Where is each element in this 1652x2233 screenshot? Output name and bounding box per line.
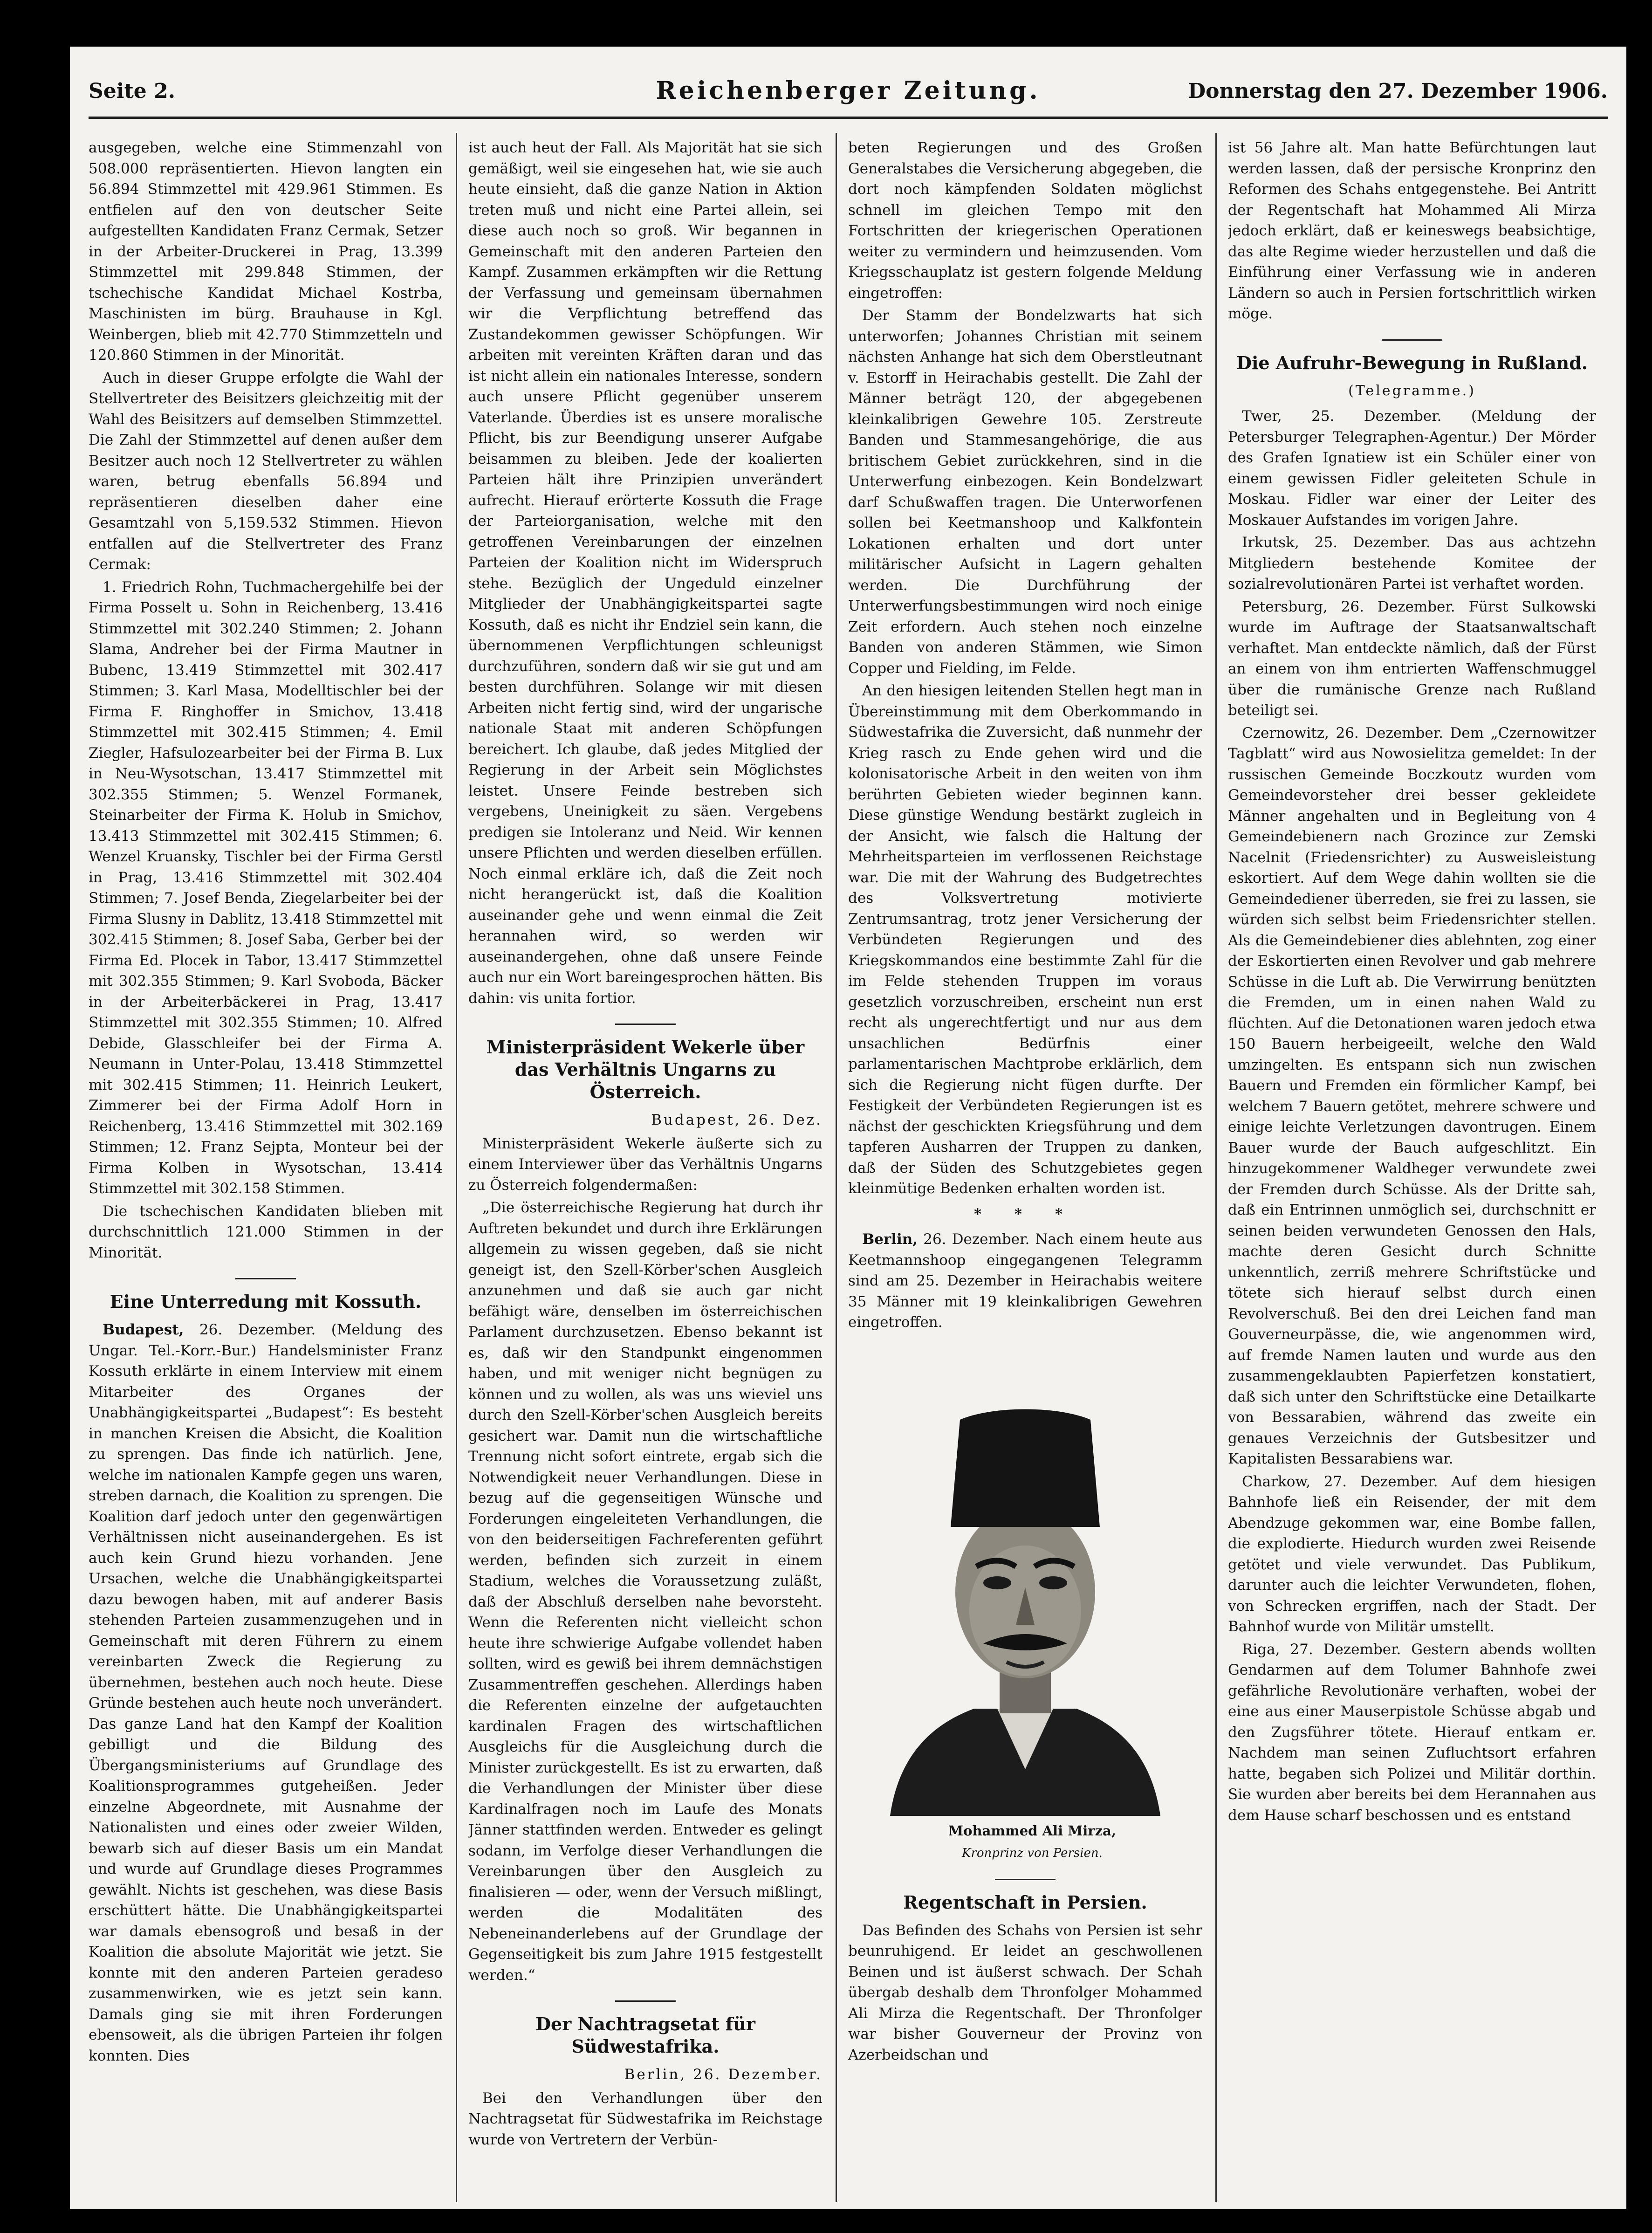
article-separator bbox=[615, 1024, 676, 1025]
article-title: Die Aufruhr-Bewegung in Rußland. bbox=[1236, 352, 1588, 373]
portrait-caption: Mohammed Ali Mirza, bbox=[948, 1822, 1116, 1839]
paragraph: Auch in dieser Gruppe erfolgte die Wahl der Stellvertreter des Beisitzers gleichzeitig mit der Wahl des Beisitzers auf demselben Stimmzettel. Die Zahl der Stimmzettel auf denen außer dem Besitzer auch noch 12 Stellvertreter zu wählen waren, betrug ebenfalls 56.894 und repräsentieren dieselben daher eine Gesamtzahl von 5,159.532 Stimmen. Hievon entfallen auf die Stellvertreter des Franz Cermak: bbox=[89, 369, 443, 573]
article-separator bbox=[615, 2000, 676, 2002]
issue-date: Donnerstag den 27. Dezember 1906. bbox=[1187, 79, 1608, 103]
paragraph: 1. Friedrich Rohn, Tuchmachergehilfe bei der Firma Posselt u. Sohn in Reichenberg, 13.416 Stimmzettel mit 302.240 Stimmen; 2. Johann Slama, Andreher bei der Firma Mautner in Bubenc, 13.419 Stimmzettel mit 302.417 Stimmen; 3. Karl Masa, Modelltischler bei der Firma F. Ringhoffer in Smichov, 13.418 Stimmzettel mit 302.415 Stimmen; 4. Emil Ziegler, Hafsulozearbeiter bei der Firma B. Lux in Neu-Wysotschan, 13.417 Stimmzettel mit 302.355 Stimmen; 5. Wenzel Formanek, Steinarbeiter der Firma K. Holub in Smichov, 13.413 Stimmzettel mit 302.415 Stimmen; 6. Wenzel Kruansky, Tischler bei der Firma Gerstl in Prag, 13.416 Stimmzettel mit 302.404 Stimmen; 7. Josef Benda, Ziegelarbeiter bei der Firma Slusny in Dablitz, 13.418 Stimmzettel mit 302.415 Stimmen; 8. Josef Saba, Gerber bei der Firma Ed. Plocek in Tabor, 13.417 Stimmzettel mit 302.355 Stimmen; 9. Karl Svoboda, Bäcker in der Arbeiterbäckerei in Prag, 13.417 Stimmzettel mit 302.355 Stimmen; 10. Alfred Debide, Glasschleifer bei der Firma A. Neumann in Unter-Polau, 13.418 Stimmzettel mit 302.415 Stimmen; 11. Heinrich Leukert, Zimmerer bei der Firma Adolf Horn in Reichenberg, 13.416 Stimmzettel mit 302.169 Stimmen; 12. Franz Sejpta, Monteur bei der Firma Kolben in Wysotschan, 13.414 Stimmzettel mit 302.158 Stimmen. bbox=[89, 578, 443, 1197]
paragraph: Der Stamm der Bondelzwarts hat sich unterworfen; Johannes Christian mit seinem nächsten Anhange hat sich dem Oberstleutnant v. Estorff in Heirachabis gestellt. Die Zahl der Männer beträgt 120, der abgegebenen kleinkalibrigen Gewehre 105. Zerstreute Banden und Stammesangehörige, die aus britischem Gebiet zurückkehren, sind in die Unterwerfung einbezogen. Kein Bondelzwart darf Schußwaffen tragen. Die Unterworfenen sollen bei Keetmanshoop und Kalkfontein Lokationen erhalten und dort unter militärischer Aufsicht in Lagern gehalten werden. Die Durchführung der Unterwerfungsbestimmungen wird noch einige Zeit erfordern. Auch stehen noch einzelne Banden von anderen Stämmen, wie Simon Copper und Fielding, im Felde. bbox=[848, 307, 1202, 677]
paragraph: Bei den Verhandlungen über den Nachtragsetat für Südwestafrika im Reichstage wurde von Vertretern der Verbün- bbox=[468, 2089, 823, 2148]
paragraph: 26. Dezember. (Meldung des Ungar. Tel.-Korr.-Bur.) Handelsminister Franz Kossuth erklärte in einem Interview mit einem Mitarbeiter des Organes der Unabhängigkeitspartei „Budapest“: Es besteht in manchen Kreisen die Absicht, die Koalition zu sprengen. Das finde ich natürlich. Jene, welche im nationalen Kampfe gegen uns waren, streben darnach, die Koalition zu sprengen. Die Koalition darf jedoch unter den gegenwärtigen Verhältnissen nicht auseinandergehen. Es ist auch kein Grund hiezu vorhanden. Jene Ursachen, welche die Unabhängigkeitspartei dazu bewogen haben, mit auf anderer Basis stehenden Parteien zusammenzugehen und in Gemeinschaft mit deren Führern zu einem vereinbarten Zweck die Regierung zu übernehmen, bestehen auch noch heute. Diese Gründe bestehen auch heute noch unverändert. Das ganze Land hat den Kampf der Koalition gebilligt und die Bildung des Übergangsministeriums auf Grundlage des Koalitionsprogrammes gutgeheißen. Jeder einzelne Abgeordnete, mit Ausnahme der Nationalisten und eines oder zweier Wilden, bewarb sich auf dieser Basis um ein Mandat und wurde auf Grundlage dieses Programmes gewählt. Nichts ist geschehen, was diese Basis erschüttert hätte. Die Unabhängigkeitspartei war damals ebensogroß und besaß in der Koalition die absolute Majorität wie jetzt. Sie konnte mit den anderen Parteien geradeso zusammenwirken, wie es jetzt sein kann. Damals ging sie mit ihren Forderungen ebensoweit, als die übrigen Parteien ihr folgen konnten. Dies bbox=[89, 1321, 443, 2064]
portrait-illustration bbox=[881, 1350, 1170, 1816]
paragraph: Petersburg, 26. Dezember. Fürst Sulkowski wurde im Auftrage der Staatsanwaltschaft verhaftet. Man entdeckte nämlich, daß der Fürst an einem von ihm entrierten Waffenschmuggel über die rumänische Grenze nach Rußland beteiligt sei. bbox=[1228, 598, 1596, 719]
newspaper-page bbox=[70, 47, 1626, 2209]
dateline-place: Berlin, bbox=[862, 1231, 918, 1248]
paragraph: Riga, 27. Dezember. Gestern abends wollten Gendarmen auf dem Tolumer Bahnhofe zwei gefährliche Revolutionäre verhaften, wobei der eine aus einer Mauserpistole Schüsse abgab und den Zugsführer tötete. Hierauf entkam er. Nachdem man seinen Zufluchtsort erfahren hatte, begaben sich Polizei und Militär dorthin. Sie wurden aber bereits bei dem Herannahen aus dem Hause scharf beschossen und es entstand bbox=[1228, 1641, 1596, 1824]
dateline: Berlin, 26. Dezember. bbox=[624, 2066, 823, 2083]
article-title: Eine Unterredung mit Kossuth. bbox=[110, 1291, 422, 1312]
paragraph: beten Regierungen und des Großen Generalstabes die Versicherung abgegeben, die dort noch kämpfenden Soldaten möglichst schnell im gleichen Tempo mit den Fortschritten der kriegerischen Operationen weiter zu vermindern und heimzusenden. Vom Kriegsschauplatz ist gestern folgende Meldung eingetroffen: bbox=[848, 139, 1202, 302]
masthead bbox=[89, 65, 1608, 126]
column-4 bbox=[1228, 137, 1596, 2198]
paragraph: Charkow, 27. Dezember. Auf dem hiesigen Bahnhofe ließ ein Reisender, der mit dem Abendzuge gekommen war, eine Bombe fallen, die explodierte. Hiedurch wurden zwei Reisende getötet und viele verwundet. Das Publikum, darunter auch die leichter Verwundeten, flohen, von Schrecken ergriffen, nach der Stadt. Der Bahnhof wurde von Militär umstellt. bbox=[1228, 1473, 1596, 1635]
masthead-rule bbox=[89, 117, 1608, 119]
column-2 bbox=[468, 137, 823, 2198]
column-1 bbox=[89, 137, 443, 2198]
paragraph: 26. Dezember. Nach einem heute aus Keetmannshoop eingegangenen Telegramm sind am 25. Dezember in Heirachabis weitere 35 Männer mit 19 kleinkalibrigen Gewehren eingetroffen. bbox=[848, 1231, 1202, 1331]
column-divider bbox=[456, 133, 457, 2202]
article-title: Der Nachtragsetat für Südwestafrika. bbox=[535, 2013, 755, 2057]
dateline-place: Budapest, bbox=[103, 1321, 184, 1338]
portrait-eye-right bbox=[1039, 1576, 1067, 1589]
article-title: Ministerpräsident Wekerle über das Verhältnis Ungarns zu Österreich. bbox=[486, 1037, 805, 1102]
paragraph: ist 56 Jahre alt. Man hatte Befürchtungen laut werden lassen, daß der persische Kronprinz den Reformen des Schahs entgegenstehe. Bei Antritt der Regentschaft hat Mohammed Ali Mirza jedoch erklärt, daß er keineswegs beabsichtige, das alte Regime wieder herzustellen und daß die Einführung einer Verfassung wie in anderen Ländern so auch in Persien fortschrittlich wirken möge. bbox=[1228, 139, 1596, 322]
column-divider bbox=[836, 133, 837, 2202]
paragraph: Czernowitz, 26. Dezember. Dem „Czernowitzer Tagblatt“ wird aus Nowosielitza gemeldet: In der russischen Gemeinde Boczkoutz wurden vom Gemeindevorsteher drei besser gekleidete Männer angehalten und in Begleitung von 4 Gemeindebienern nach Grozince zur Zemski Nacelnit (Friedensrichter) zu Ausweisleistung eskortiert. Auf dem Wege dahin wollten sie die Gemeindediener überreden, sie frei zu lassen, sie würden sich selbst beim Friedensrichter stellen. Als die Gemeindebiener dies ablehnten, zog einer der Eskortierten einen Revolver und gab mehrere Schüsse in die Luft ab. Die Verwirrung benützten die Fremden, um in einen nahen Wald zu flüchten. Auf die Detonationen waren jedoch etwa 150 Bauern herbeigeeilt, welche den Wald umzingelten. Es entspann sich nun zwischen Bauern und Fremden ein förmlicher Kampf, bei welchem 7 Bauern getötet, mehrere schwere und einige leichte Verletzungen davontrugen. Einem Bauer wurde der Bauch aufgeschlitzt. Ein hinzugekommener Waldheger verwundete zwei der Fremden durch Schüsse. Als der Dritte sah, daß ein Entrinnen unmöglich sei, durchschnitt er seinen beiden verwundeten Genossen den Hals, machte deren Gesicht durch Schnitte unkenntlich, zerriß mehrere Schriftstücke und tötete sich hierauf selbst durch einen Revolverschuß. Bei den drei Leichen fand man Gouverneurpässe, die, wie angenommen wird, auf fremde Namen lauten und wurde aus den zusammengeklaubten Papierfetzen konstatiert, daß sich unter den Schriftstücke eine Detailkarte von Bessarabien, während das zweite ein genaues Verzeichnis der Gutsbesitzer und Kapitalisten Bessarabiens war. bbox=[1228, 724, 1596, 1467]
paragraph: Das Befinden des Schahs von Persien ist sehr beunruhigend. Er leidet an geschwollenen Beinen und ist äußerst schwach. Der Schah übergab deshalb dem Thronfolger Mohammed Ali Mirza die Regentschaft. Der Thronfolger war bisher Gouverneur der Provinz von Azerbeidschan und bbox=[848, 1922, 1202, 2063]
paragraph: An den hiesigen leitenden Stellen hegt man in Übereinstimmung mit dem Oberkommando in Südwestafrika die Zuversicht, daß nunmehr der Krieg rasch zu Ende gehen wird und die kolonisatorische Arbeit in den weiten von ihm berührten Gebieten wieder beginnen kann. Diese günstige Wendung bestärkt zugleich in der Ansicht, wie falsch die Haltung der Mehrheitsparteien im verflossenen Reichstage war. Die mit der Wahrung des Budgetrechtes des Volksvertretung motivierte Zentrumsantrag, trotz jener Versicherung der Verbündeten Regierungen und des Kriegskommandos eine bestimmte Zahl für die im Felde stehenden Truppen im voraus gesetzlich vorzuschreiben, erscheint nun erst recht als ungerechtfertigt und nur aus dem unsachlichen Bedürfnis einer parlamentarischen Machtprobe erklärlich, dem sich die Regierung nicht fügen durfte. Der Festigkeit der Verbündeten Regierungen ist es nächst der geschickten Kriegsführung und dem tapferen Ausharren der Truppen zu danken, daß der Süden des Schutzgebietes gegen kleinmütige Bedenken erhalten worden ist. bbox=[848, 682, 1202, 1197]
paragraph: Twer, 25. Dezember. (Meldung der Petersburger Telegraphen-Agentur.) Der Mörder des Grafen Ignatiew ist ein Schüler einer von einem gewissen Fidler geleiteten Schule in Moskau. Fidler war einer der Leiter des Moskauer Aufstandes im vorigen Jahre. bbox=[1228, 408, 1596, 529]
portrait-fez bbox=[951, 1409, 1100, 1527]
paragraph: ist auch heut der Fall. Als Majorität hat sie sich gemäßigt, weil sie eingesehen hat, wie sie auch heute einsieht, daß die ganze Nation in Aktion treten muß und nicht eine Partei allein, sei diese auch noch so groß. Wir begannen in Gemeinschaft mit den anderen Parteien den Kampf. Zusammen erkämpften wir die Rettung der Verfassung und gemeinsam übernahmen wir die Verpflichtung betreffend das Zustandekommen gewisser Schöpfungen. Wir arbeiten mit vereinten Kräften daran und das ist nicht allein ein nationales Interesse, sondern auch unsere Pflicht gegenüber unserem Vaterlande. Überdies ist es unsere moralische Pflicht, bis zur Beendigung unserer Aufgabe beisammen zu bleiben. Jede der koalierten Parteien hält ihre Prinzipien unverändert aufrecht. Hierauf erörterte Kossuth die Frage der Parteiorganisation, welche mit den getroffenen Vereinbarungen der einzelnen Parteien der Koalition nicht im Widerspruch stehe. Bezüglich der Ungeduld einzelner Mitglieder der Unabhängigkeitspartei sagte Kossuth, daß es nicht ihr Endziel sein kann, die übernommenen Verpflichtungen schleunigst durchzuführen, sondern daß wir sie gut und am besten durchführen. Solange wir mit diesen Arbeiten nicht fertig sind, wird der ungarische nationale Staat mit anderen Schöpfungen bereichert. Ich glaube, daß jedes Mitglied der Regierung in der Arbeit sein Möglichstes leistet. Unsere Feinde bestreben sich vergebens, Uneinigkeit zu säen. Vergebens predigen sie Intoleranz und Neid. Wir kennen unsere Pflichten und werden dieselben erfüllen. Noch einmal erkläre ich, daß die Zeit noch nicht herangerückt ist, daß die Koalition auseinander gehe und wenn einmal die Zeit herannahen wird, so werden wir auseinandergehen, ohne daß unsere Feinde auch nur ein Wort bareingesprochen hätten. Bis dahin: vis unita fortior. bbox=[468, 139, 823, 1007]
article-subtitle: (Telegramme.) bbox=[1348, 382, 1476, 399]
section-dots: * * * bbox=[973, 1205, 1077, 1223]
article-separator bbox=[235, 1278, 296, 1279]
page-number: Seite 2. bbox=[89, 79, 176, 103]
paragraph: Irkutsk, 25. Dezember. Das aus achtzehn Mitgliedern bestehende Komitee der sozialrevolutionären Partei ist verhaftet worden. bbox=[1228, 534, 1596, 592]
portrait-subcaption: Kronprinz von Persien. bbox=[962, 1846, 1103, 1860]
paragraph: ausgegeben, welche eine Stimmenzahl von 508.000 repräsentierten. Hievon langten ein 56.894 Stimmzettel mit 429.961 Stimmen. Es entfielen auf den von deutscher Seite aufgestellten Kandidaten Franz Cermak, Setzer in der Arbeiter-Druckerei in Prag, 13.399 Stimmzettel mit 299.848 Stimmen, der tschechische Kandidat Michael Kostrba, Maschinisten im bürg. Brauhause in Kgl. Weinbergen, blieb mit 42.770 Stimmzetteln und 120.860 Stimmen in der Minorität. bbox=[89, 139, 443, 364]
dateline: Budapest, 26. Dez. bbox=[651, 1112, 823, 1128]
paragraph: Die tschechischen Kandidaten blieben mit durchschnittlich 121.000 Stimmen in der Minorität. bbox=[89, 1202, 443, 1261]
article-title: Regentschaft in Persien. bbox=[903, 1891, 1147, 1913]
article-separator bbox=[995, 1879, 1056, 1880]
paragraph: „Die österreichische Regierung hat durch ihr Auftreten bekundet und durch ihre Erklärungen allgemein zu wissen gegeben, daß sie nicht geneigt ist, den Szell-Körber'schen Ausgleich anzunehmen und daß sie auch gar nicht befähigt wäre, denselben im österreichischen Parlament durchzusetzen. Ebenso bekannt ist es, daß wir den Standpunkt eingenommen haben, und mit weniger nicht begnügen zu können und zu wollen, als was uns wieviel uns durch den Szell-Körber'schen Ausgleich bereits gesichert war. Damit nun die wirtschaftliche Trennung nicht sofort eintrete, ergab sich die Notwendigkeit neuer Verhandlungen. Diese in bezug auf die gegenseitigen Wünsche und Forderungen eingeleiteten Verhandlungen, die von den beiderseitigen Fachreferenten geführt werden, befinden sich zurzeit in einem Stadium, welches die Voraussetzung zuläßt, daß der Abschluß derselben nahe bevorsteht. Wenn die Referenten nicht vielleicht schon heute ihre schwierige Aufgabe vollendet haben sollten, wird es gewiß bei ihrem demnächstigen Zusammentreffen geschehen. Allerdings haben die Referenten einzelne der aufgetauchten kardinalen Fragen des wirtschaftlichen Ausgleichs für die Ausgleichung durch die Minister zurückgestellt. Es ist zu erwarten, daß die Verhandlungen der Minister über diese Kardinalfragen noch im Laufe des Monats Jänner stattfinden werden. Entweder es gelingt sodann, im Verfolge dieser Verhandlungen die Vereinbarungen über den Ausgleich zu finalisieren — oder, wenn der Versuch mißlingt, werden die Modalitäten des Nebeneinanderlebens auf der Grundlage der Gegenseitigkeit bis zum Jahre 1915 festgestellt werden.“ bbox=[468, 1199, 823, 1984]
column-3 bbox=[848, 137, 1202, 2198]
paragraph: Ministerpräsident Wekerle äußerte sich zu einem Interviewer über das Verhältnis Ungarns zu Österreich folgendermaßen: bbox=[468, 1135, 823, 1194]
article-separator bbox=[1382, 339, 1442, 341]
column-divider bbox=[1215, 133, 1217, 2202]
portrait-eye-left bbox=[983, 1576, 1011, 1589]
newspaper-title: Reichenberger Zeitung. bbox=[656, 76, 1041, 105]
